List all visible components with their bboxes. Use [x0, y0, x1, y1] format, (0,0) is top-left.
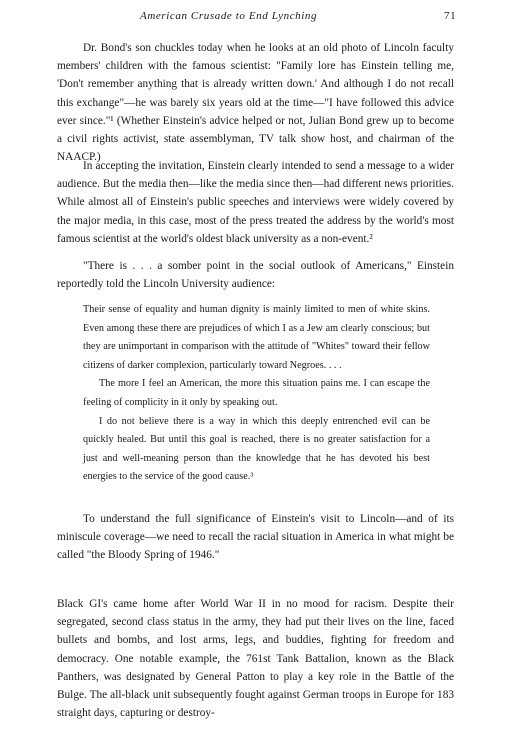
blockquote-paragraph-1: Their sense of equality and human dignity is mainly limited to men of white skins. Even among these there are prejudices of which I as a Jew am clearly conscious; but they are unimportant in comparison with the attitude of "Whites" toward their fellow citizens of darker complexion, particularly toward Negroes. . . . [83, 304, 430, 371]
page-number: 71 [444, 10, 457, 22]
running-head [0, 10, 511, 28]
paragraph-bond-photo: Dr. Bond's son chuckles today when he looks at an old photo of Lincoln faculty members' children with the famous scientist: "Family lore has Einstein telling me, 'Don't remember anything that is already written down.' And although I do not recall this exchange"—he was barely six years old at the time—"I have followed this advice ever since."¹ (Whether Einstein's advice helped or not, Julian Bond grew up to become a civil rights activist, state assemblyman, TV talk show host, and chairman of the NAACP.) [57, 42, 454, 164]
paragraph-black-gis: Black GI's came home after World War II in no mood for racism. Despite their segregated, second class status in the army, they had put their lives on the line, faced bullets and bombs, and lost arms, legs, and buddies, fighting for freedom and democracy. One notable example, the 761st Tank Battalion, known as the Black Panthers, was designated by General Patton to play a key role in the Battle of the Bulge. The all-black unit subsequently fought against German troops in Europe for 183 straight days, capturing or destroy- [57, 598, 454, 720]
paragraph-media-priorities: In accepting the invitation, Einstein clearly intended to send a message to a wider audience. But the media then—like the media since then—had different news priorities. While almost all of Einstein's public speeches and interviews were widely covered by the major media, in this case, most of the press treated the address by the world's most famous scientist at the world's oldest black university as a non-event.² [57, 160, 454, 245]
paragraph-full-significance: To understand the full significance of Einstein's visit to Lincoln—and of its miniscule coverage—we need to recall the racial situation in America in what might be called "the Bloody Spring of 1946." [57, 513, 454, 562]
running-title: American Crusade to End Lynching [140, 10, 318, 22]
blockquote-paragraph-2: The more I feel an American, the more this situation pains me. I can escape the feeling of complicity in it only by speaking out. [83, 378, 430, 408]
einstein-blockquote [83, 301, 430, 487]
blockquote-paragraph-3: I do not believe there is a way in which this deeply entrenched evil can be quickly healed. But until this goal is reached, there is no greater satisfaction for a just and well-meaning person than the knowledge that he has devoted his best energies to the service of the good cause.³ [83, 415, 430, 483]
paragraph-somber-point: "There is . . . a somber point in the social outlook of Americans," Einstein reportedly told the Lincoln University audience: [57, 260, 454, 291]
